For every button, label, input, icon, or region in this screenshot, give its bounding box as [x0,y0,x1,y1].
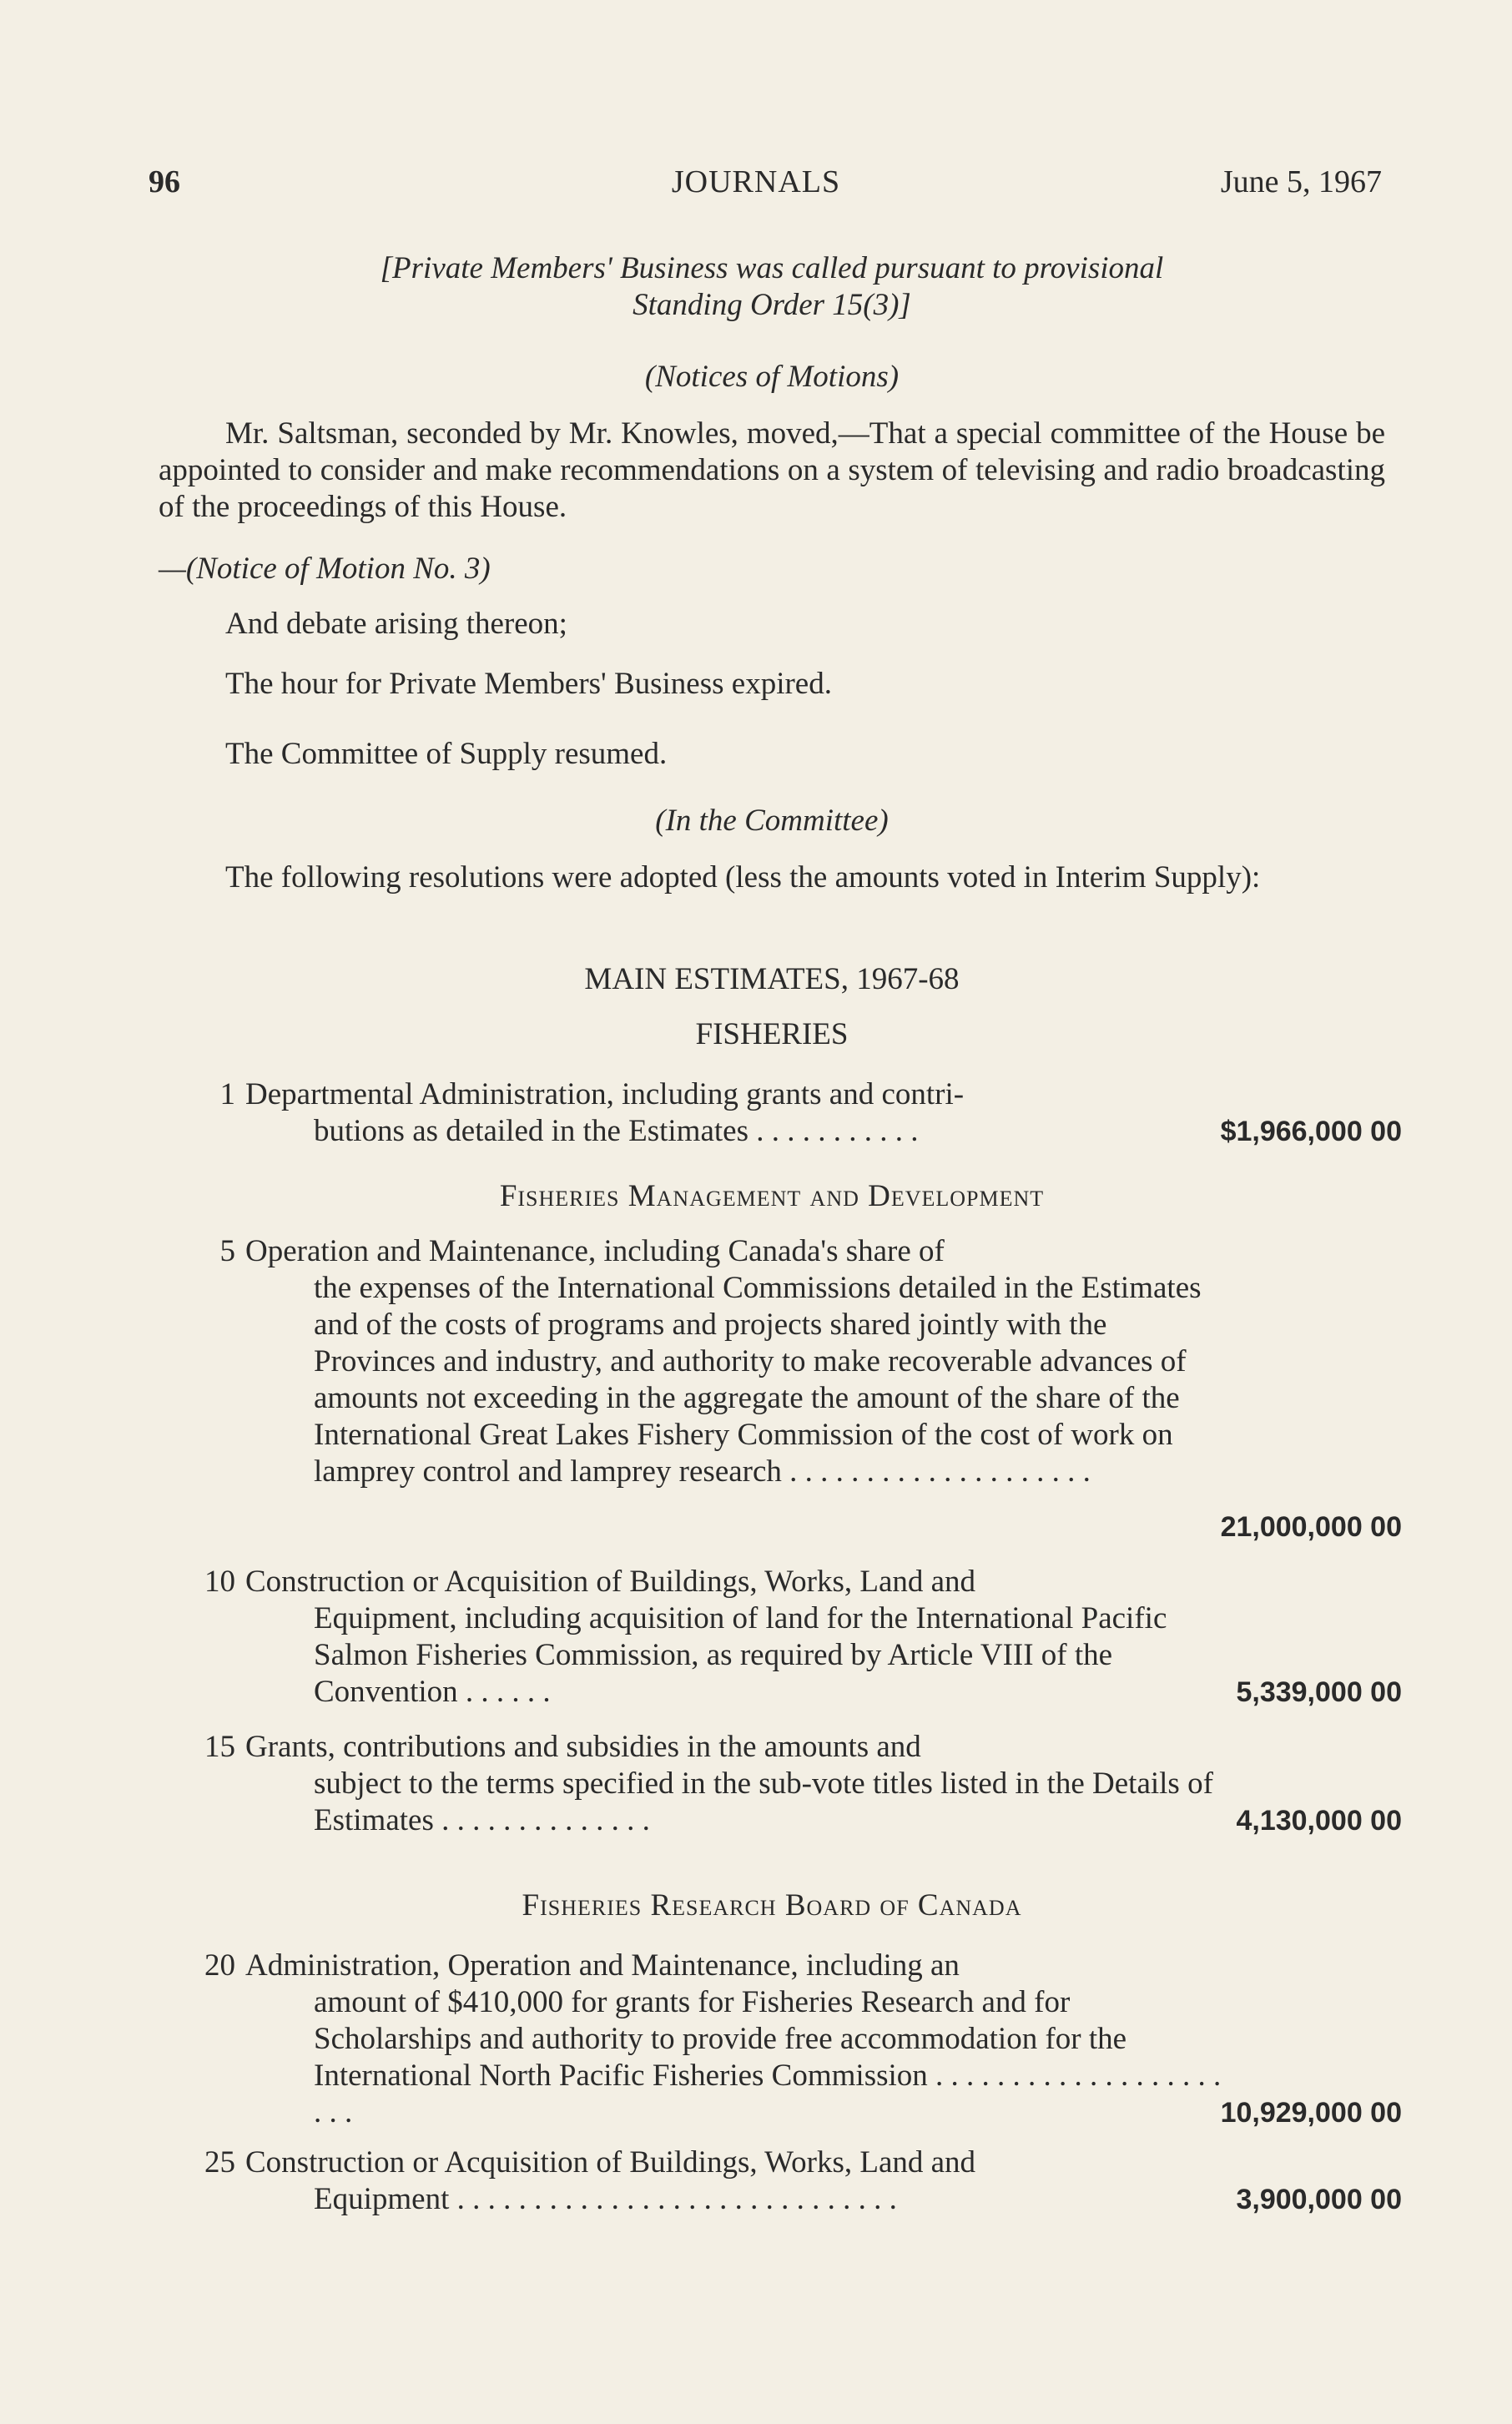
section-heading-research: Fisheries Research Board of Canada [522,1888,1022,1923]
vote-first-line: Grants, contributions and subsidies in the amounts and [245,1730,921,1764]
page-header [0,164,1512,205]
estimate-item [159,1948,1402,2139]
vote-amount: 10,929,000 00 [1220,2097,1402,2129]
vote-number: 20 [204,1948,235,1983]
vote-continuation: the expenses of the International Commissions detailed in the Estimates and of the costs of programs and projects shared jointly with the Provinces and industry, and authority to make recoverable advances of amounts not exceeding in the aggregate the amount of the share of the International Great Lakes Fishery Commission of the cost of work on lamprey control and lamprey research . . . . . . . . . . . . . . . . . . . . [314,1271,1202,1489]
main-estimates-heading: MAIN ESTIMATES, 1967-68 [584,962,960,996]
vote-number: 25 [204,2145,235,2180]
department-heading: FISHERIES [695,1017,849,1051]
hour-expired-line: The hour for Private Members' Business expired. [225,667,832,701]
estimate-item [159,1729,1402,1846]
estimate-item [159,1564,1402,1714]
vote-description [245,1076,1222,1150]
resolutions-intro: The following resolutions were adopted (less the amounts voted in Interim Supply): [225,860,1261,895]
vote-first-line: Administration, Operation and Maintenance, including an [245,1948,960,1983]
page-date: June 5, 1967 [1220,164,1382,199]
vote-continuation: subject to the terms specified in the sub-vote titles listed in the Details of Estimates . . . . . . . . . . . . . . [314,1766,1213,1837]
in-committee-heading: (In the Committee) [655,804,889,838]
committee-resumed-line: The Committee of Supply resumed. [225,737,668,771]
section-heading-management: Fisheries Management and Development [499,1179,1045,1213]
vote-number: 15 [204,1730,235,1764]
vote-first-line: Operation and Maintenance, including Canada's share of [245,1234,945,1268]
vote-continuation: amount of $410,000 for grants for Fisheries Research and for Scholarships and authority to provide free accommodation for the International North Pacific Fisheries Commission . . . . . . . . . . . . . . . . . . . . . . [314,1985,1222,2129]
vote-amount: 4,130,000 00 [1236,1805,1402,1837]
vote-first-line: Departmental Administration, including grants and contri- [245,1077,965,1111]
vote-continuation: butions as detailed in the Estimates . . . . . . . . . . . [314,1114,919,1148]
motion-paragraph: Mr. Saltsman, seconded by Mr. Knowles, moved,—That a special committee of the House be appointed to consider and make recommendations on a system of televising and radio broadcasting of the proceedings of this House. [159,416,1385,524]
notice-reference: —(Notice of Motion No. 3) [159,552,491,586]
estimate-item [159,1233,1402,1567]
private-members-note [159,250,1385,324]
vote-amount: $1,966,000 00 [1220,1116,1402,1147]
vote-continuation: Equipment, including acquisition of land for the International Pacific Salmon Fisheries Commission, as required by Article VIII of the Convention . . . . . . [314,1601,1167,1709]
notices-heading: (Notices of Motions) [644,360,900,394]
vote-description [245,2144,1222,2218]
estimate-item [159,2144,1402,2228]
private-note-line1: [Private Members' Business was called pursuant to provisional [380,251,1164,285]
vote-number: 1 [219,1077,235,1111]
debate-line: And debate arising thereon; [225,607,567,641]
estimate-item [159,1076,1402,1152]
private-note-line2: Standing Order 15(3)] [633,288,911,322]
vote-description [245,1564,1222,1711]
page-number: 96 [149,164,180,199]
vote-amount: 3,900,000 00 [1236,2184,1402,2215]
page-title: JOURNALS [671,164,841,199]
vote-number: 5 [219,1234,235,1268]
vote-number: 10 [204,1565,235,1599]
vote-first-line: Construction or Acquisition of Buildings, Works, Land and [245,2145,976,2180]
vote-description [245,1233,1222,1490]
vote-amount: 21,000,000 00 [1220,1511,1402,1543]
vote-description [245,1729,1222,1839]
vote-amount: 5,339,000 00 [1236,1676,1402,1708]
vote-first-line: Construction or Acquisition of Buildings, Works, Land and [245,1565,976,1599]
vote-continuation: Equipment . . . . . . . . . . . . . . . . . . . . . . . . . . . . . [314,2182,897,2216]
vote-description [245,1948,1222,2131]
